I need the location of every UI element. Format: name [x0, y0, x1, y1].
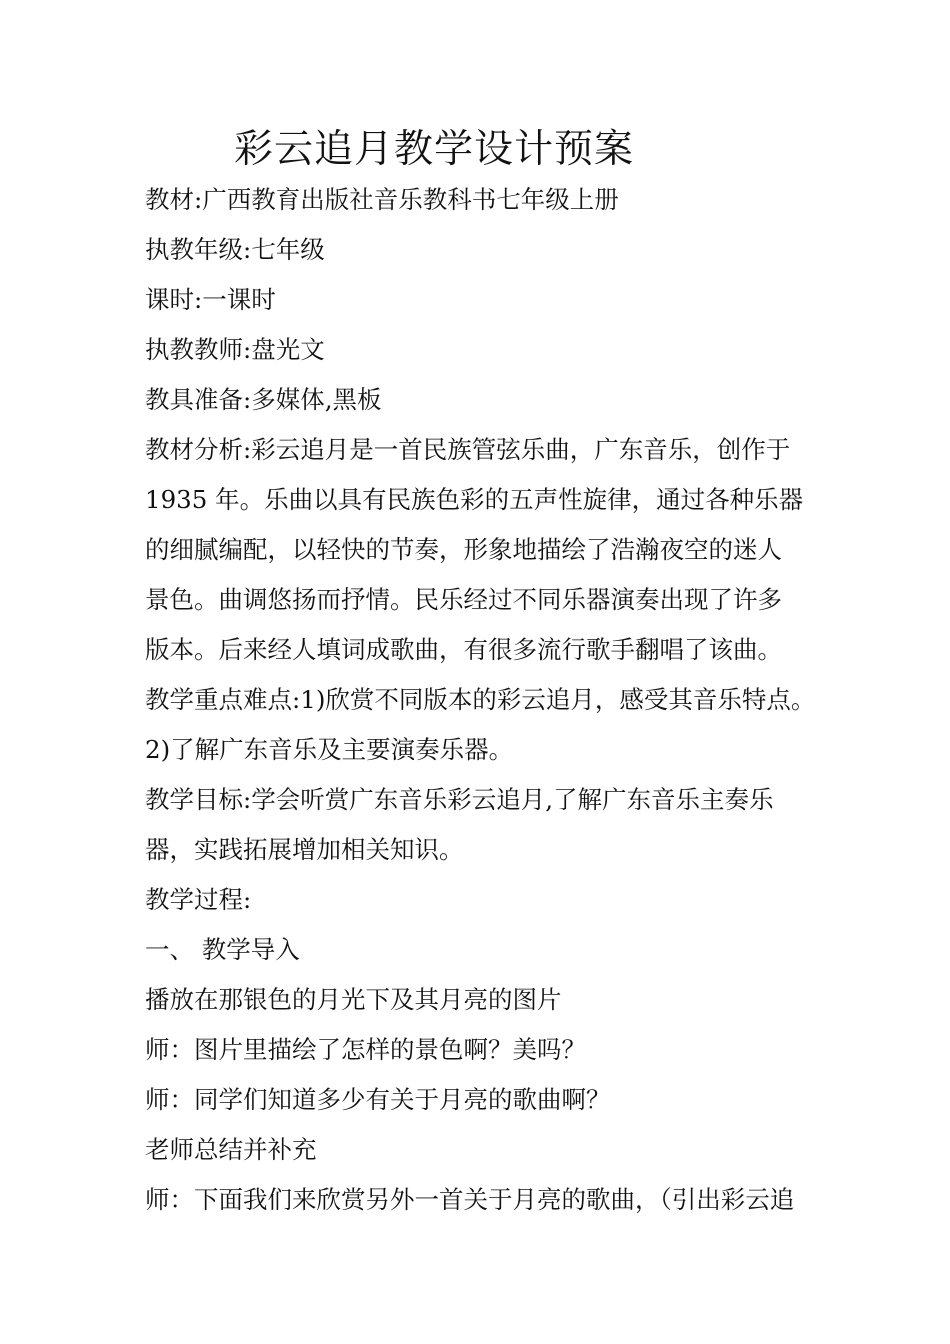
- text-line: 1935 年。乐曲以具有民族色彩的五声性旋律，通过各种乐器: [145, 485, 804, 514]
- document-title: 彩云追月教学设计预案: [233, 127, 634, 172]
- text-line: 教学目标:学会听赏广东音乐彩云追月,了解广东音乐主奏乐: [145, 785, 774, 814]
- text-line: 景色。曲调悠扬而抒情。民乐经过不同乐器演奏出现了许多: [145, 585, 782, 614]
- text-line: 师：同学们知道多少有关于月亮的歌曲啊？: [145, 1085, 611, 1114]
- section-heading: 一、 教学导入: [145, 935, 300, 964]
- text-line: 执教教师:盘光文: [145, 335, 325, 364]
- text-line: 器，实践拓展增加相关知识。: [145, 835, 464, 864]
- text-line: 2)了解广东音乐及主要演奏乐器。: [145, 735, 514, 764]
- text-line: 教学过程:: [145, 885, 252, 914]
- text-line: 版本。后来经人填词成歌曲，有很多流行歌手翻唱了该曲。: [145, 635, 782, 664]
- text-line: 教材分析:彩云追月是一首民族管弦乐曲，广东音乐，创作于: [145, 435, 791, 464]
- text-line: 播放在那银色的月光下及其月亮的图片: [145, 985, 562, 1014]
- text-line: 课时:一课时: [145, 285, 276, 314]
- text-line: 老师总结并补充: [145, 1135, 317, 1164]
- text-line: 的细腻编配，以轻快的节奏，形象地描绘了浩瀚夜空的迷人: [145, 535, 782, 564]
- document-body: [145, 175, 835, 1225]
- text-line: 教具准备:多媒体,黑板: [145, 385, 382, 414]
- text-line: 教材:广西教育出版社音乐教科书七年级上册: [145, 185, 619, 214]
- text-line: 执教年级:七年级: [145, 235, 325, 264]
- text-line: 教学重点难点:1)欣赏不同版本的彩云追月，感受其音乐特点。: [145, 685, 816, 714]
- text-line: 师：下面我们来欣赏另外一首关于月亮的歌曲，（引出彩云追: [145, 1185, 795, 1214]
- text-line: 师：图片里描绘了怎样的景色啊？美吗？: [145, 1035, 586, 1064]
